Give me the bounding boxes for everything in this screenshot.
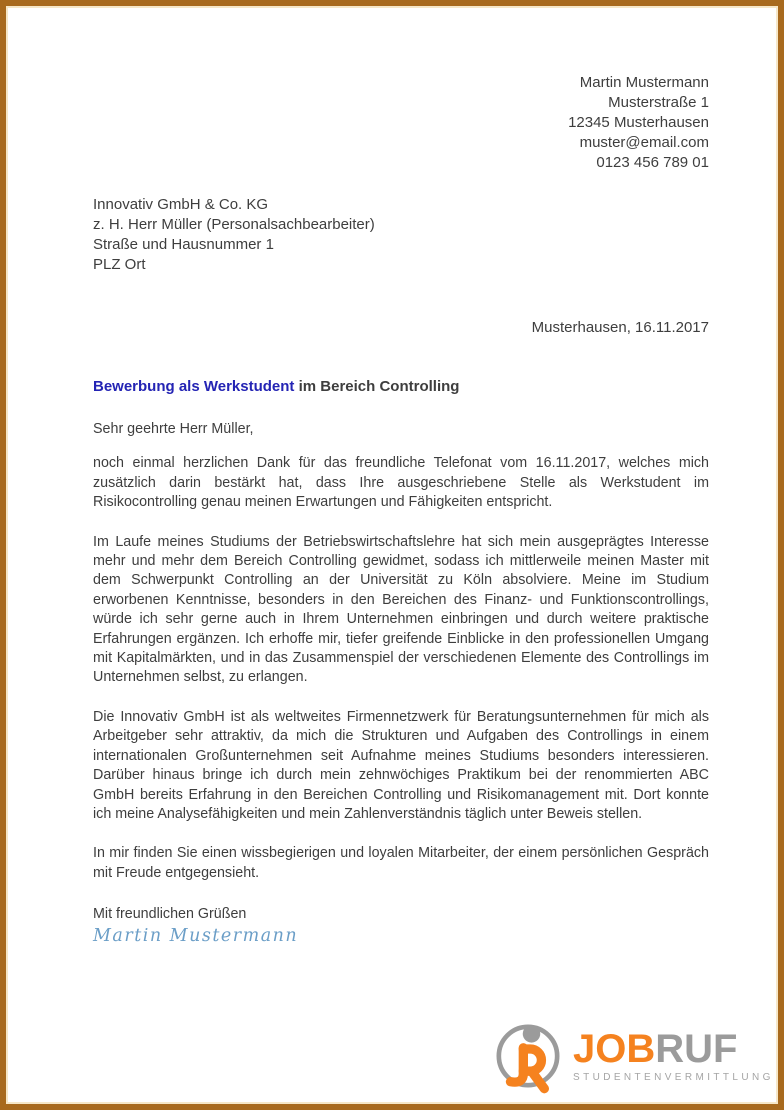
- sender-address-block: [93, 73, 709, 173]
- subject-rest: im Bereich Controlling: [294, 378, 460, 395]
- paragraph-thanks: noch einmal herzlichen Dank für das freundliche Telefonat vom 16.11.2017, welches mich zusätzlich darin bestärkt hat, dass Ihre ausgeschriebene Stelle als Werkstudent im Risikocontrolling genau meinen Erwartungen und Fähigkeiten entspricht.: [93, 455, 709, 511]
- sender-email: muster@email.com: [579, 134, 709, 151]
- logo-word-job: JOB: [573, 1027, 656, 1071]
- recipient-street: Straße und Hausnummer 1: [93, 236, 274, 253]
- closing-regards: Mit freundlichen Grüßen: [93, 906, 247, 923]
- paragraph-studies: Im Laufe meines Studiums der Betriebswirtschaftslehre hat sich mein ausgeprägtes Interesse mehr und mehr dem Bereich Controlling gewidmet, sodass ich mittlerweile meinen Master mit dem Schwerpunkt Controlling an der Universität zu Köln absolviere. Meine im Studium erworbenen Kenntnisse, besonders in den Bereichen des Finanz- und Funktionscontrollings, würde ich sehr gerne auch in Ihrem Unternehmen einbringen und durch weitere praktische Erfahrungen ergänzen. Ich erhoffe mir, tiefer greifende Einblicke in den professionellen Umgang mit Kapitalmärkten, und in das Zusammenspiel der verschiedenen Elemente des Controllings im Unternehmen selbst, zu erlangen.: [93, 533, 709, 686]
- jobruf-wordmark: [573, 1029, 774, 1083]
- paragraph-outro: In mir finden Sie einen wissbegierigen und loyalen Mitarbeiter, der einem persönlichen Gespräch mit Freude entgegensieht.: [93, 845, 709, 881]
- sender-city: 12345 Musterhausen: [568, 114, 709, 131]
- date-line: Musterhausen, 16.11.2017: [531, 319, 709, 336]
- recipient-address-block: [93, 195, 709, 275]
- logo-subtitle: STUDENTENVERMITTLUNG: [573, 1072, 774, 1083]
- sender-street: Musterstraße 1: [608, 94, 709, 111]
- signature-handwriting: Martin Mustermann: [93, 926, 299, 947]
- salutation: Sehr geehrte Herr Müller,: [93, 421, 254, 437]
- sender-name: Martin Mustermann: [579, 74, 709, 91]
- jobruf-logo: [493, 1018, 774, 1094]
- recipient-city: PLZ Ort: [93, 256, 146, 273]
- logo-word-ruf: RUF: [655, 1027, 738, 1071]
- paragraph-company: Die Innovativ GmbH ist als weltweites Firmennetzwerk für Beratungsunternehmen für mich als Arbeitgeber sehr attraktiv, da mich die Strukturen und Aufgaben des Controllings in einem internationalen Großunternehmen seit Aufnahme meines Studiums besonders interessieren. Darüber hinaus bringe ich durch mein zehnwöchiges Praktikum bei der renommierten ABC GmbH bereits Erfahrung in den Bereichen Controlling und Risikomanagement mit. Dort konnte ich meine Analysefähigkeiten und mein Zahlenverständnis täglich unter Beweis stellen.: [93, 708, 709, 822]
- letter-content: [6, 73, 778, 946]
- recipient-attention: z. H. Herr Müller (Personalsachbearbeiter): [93, 216, 375, 233]
- subject-highlight: Bewerbung als Werkstudent: [93, 378, 295, 395]
- recipient-company: Innovativ GmbH & Co. KG: [93, 196, 269, 213]
- sender-phone: 0123 456 789 01: [596, 154, 709, 171]
- subject-line: [93, 377, 709, 397]
- jobruf-running-person-monogram-icon: [493, 1018, 563, 1094]
- jobruf-word: [573, 1029, 774, 1069]
